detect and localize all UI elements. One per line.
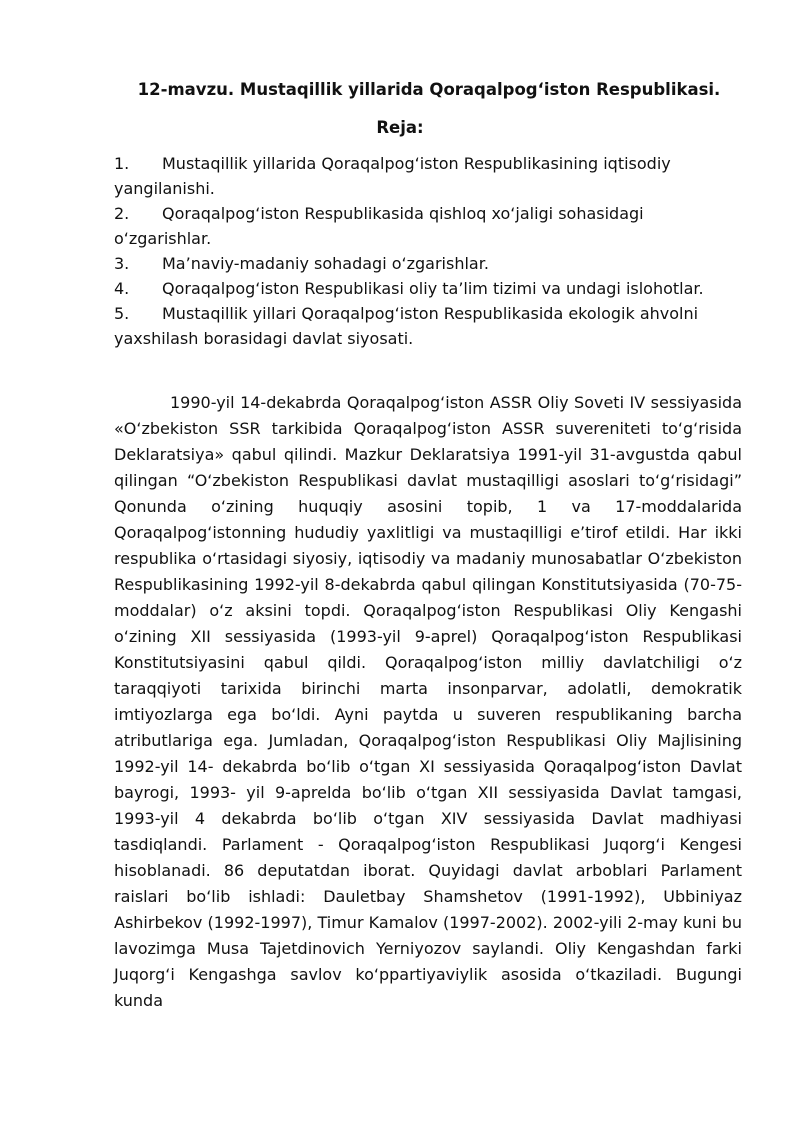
plan-item-number: 3. — [114, 254, 130, 273]
document-title: 12-mavzu. Mustaqillik yillarida Qoraqalpog‘iston Respublikasi. — [137, 80, 721, 99]
plan-heading: Reja: — [376, 118, 424, 137]
plan-item — [114, 276, 714, 301]
plan-item-number: 4. — [114, 279, 130, 298]
plan-item-text: Mustaqillik yillarida Qoraqalpog‘iston Respublikasining iqtisodiy yangilanishi. — [114, 154, 671, 198]
plan-item-text: Ma’naviy-madaniy sohadagi o‘zgarishlar. — [162, 254, 489, 273]
plan-item — [114, 201, 714, 251]
plan-list — [114, 151, 714, 351]
plan-item-text: Mustaqillik yillari Qoraqalpog‘iston Respublikasida ekologik ahvolni yaxshilash borasidagi davlat siyosati. — [114, 304, 699, 348]
plan-item-text: Qoraqalpog‘iston Respublikasida qishloq xo‘jaligi sohasidagi o‘zgarishlar. — [114, 204, 644, 248]
plan-item — [114, 301, 714, 351]
plan-item-number: 1. — [114, 154, 130, 173]
plan-item — [114, 251, 714, 276]
plan-item-text: Qoraqalpog‘iston Respublikasi oliy ta’lim tizimi va undagi islohotlar. — [162, 279, 704, 298]
plan-item-number: 2. — [114, 204, 130, 223]
body-paragraph: 1990-yil 14-dekabrda Qoraqalpog‘iston ASSR Oliy Soveti IV sessiyasida «O‘zbekiston SSR tarkibida Qoraqalpog‘iston ASSR suvereniteti to‘g‘risida Deklaratsiya» qabul qilindi. Mazkur Deklaratsiya 1991-yil 31-avgustda qabul qilingan “O‘zbekiston Respublikasi davlat mustaqilligi asoslari to‘g‘risidagi” Qonunda o‘zining huquqiy asosini topib, 1 va 17-moddalarida Qoraqalpog‘istonning hududiy yaxlitligi va mustaqilligi e’tirof etildi. Har ikki respublika o‘rtasidagi siyosiy, iqtisodiy va madaniy munosabatlar O‘zbekiston Respublikasining 1992-yil 8-dekabrda qabul qilingan Konstitutsiyasida (70-75- moddalar) o‘z aksini topdi. Qoraqalpog‘iston Respublikasi Oliy Kengashi o‘zining XII sessiyasida (1993-yil 9-aprel) Qoraqalpog‘iston Respublikasi Konstitutsiyasini qabul qildi. Qoraqalpog‘iston milliy davlatchiligi o‘z taraqqiyoti tarixida birinchi marta insonparvar, adolatli, demokratik imtiyozlarga ega bo‘ldi. Ayni paytda u suveren respublikaning barcha atributlariga ega. Jumladan, Qoraqalpog‘iston Respublikasi Oliy Majlisining 1992-yil 14- dekabrda bo‘lib o‘tgan XI sessiyasida Qoraqalpog‘iston Davlat bayrogi, 1993- yil 9-aprelda bo‘lib o‘tgan XII sessiyasida Davlat tamgasi, 1993-yil 4 dekabrda bo‘lib o‘tgan XIV sessiyasida Davlat madhiyasi tasdiqlandi. Parlament - Qoraqalpog‘iston Respublikasi Juqorg‘i Kengesi hisoblanadi. 86 deputatdan iborat. Quyidagi davlat arboblari Parlament raislari bo‘lib ishladi: Dauletbay Shamshetov (1991-1992), Ubbiniyaz Ashirbekov (1992-1997), Timur Kamalov (1997-2002). 2002-yili 2-may kuni bu lavozimga Musa Tajetdinovich Yerniyozov saylandi. Oliy Kengashdan farki Juqorg‘i Kengashga savlov ko‘ppartiyaviylik asosida o‘tkaziladi. Bugungi kunda — [114, 393, 742, 1010]
plan-item-number: 5. — [114, 304, 130, 323]
plan-item — [114, 151, 714, 201]
